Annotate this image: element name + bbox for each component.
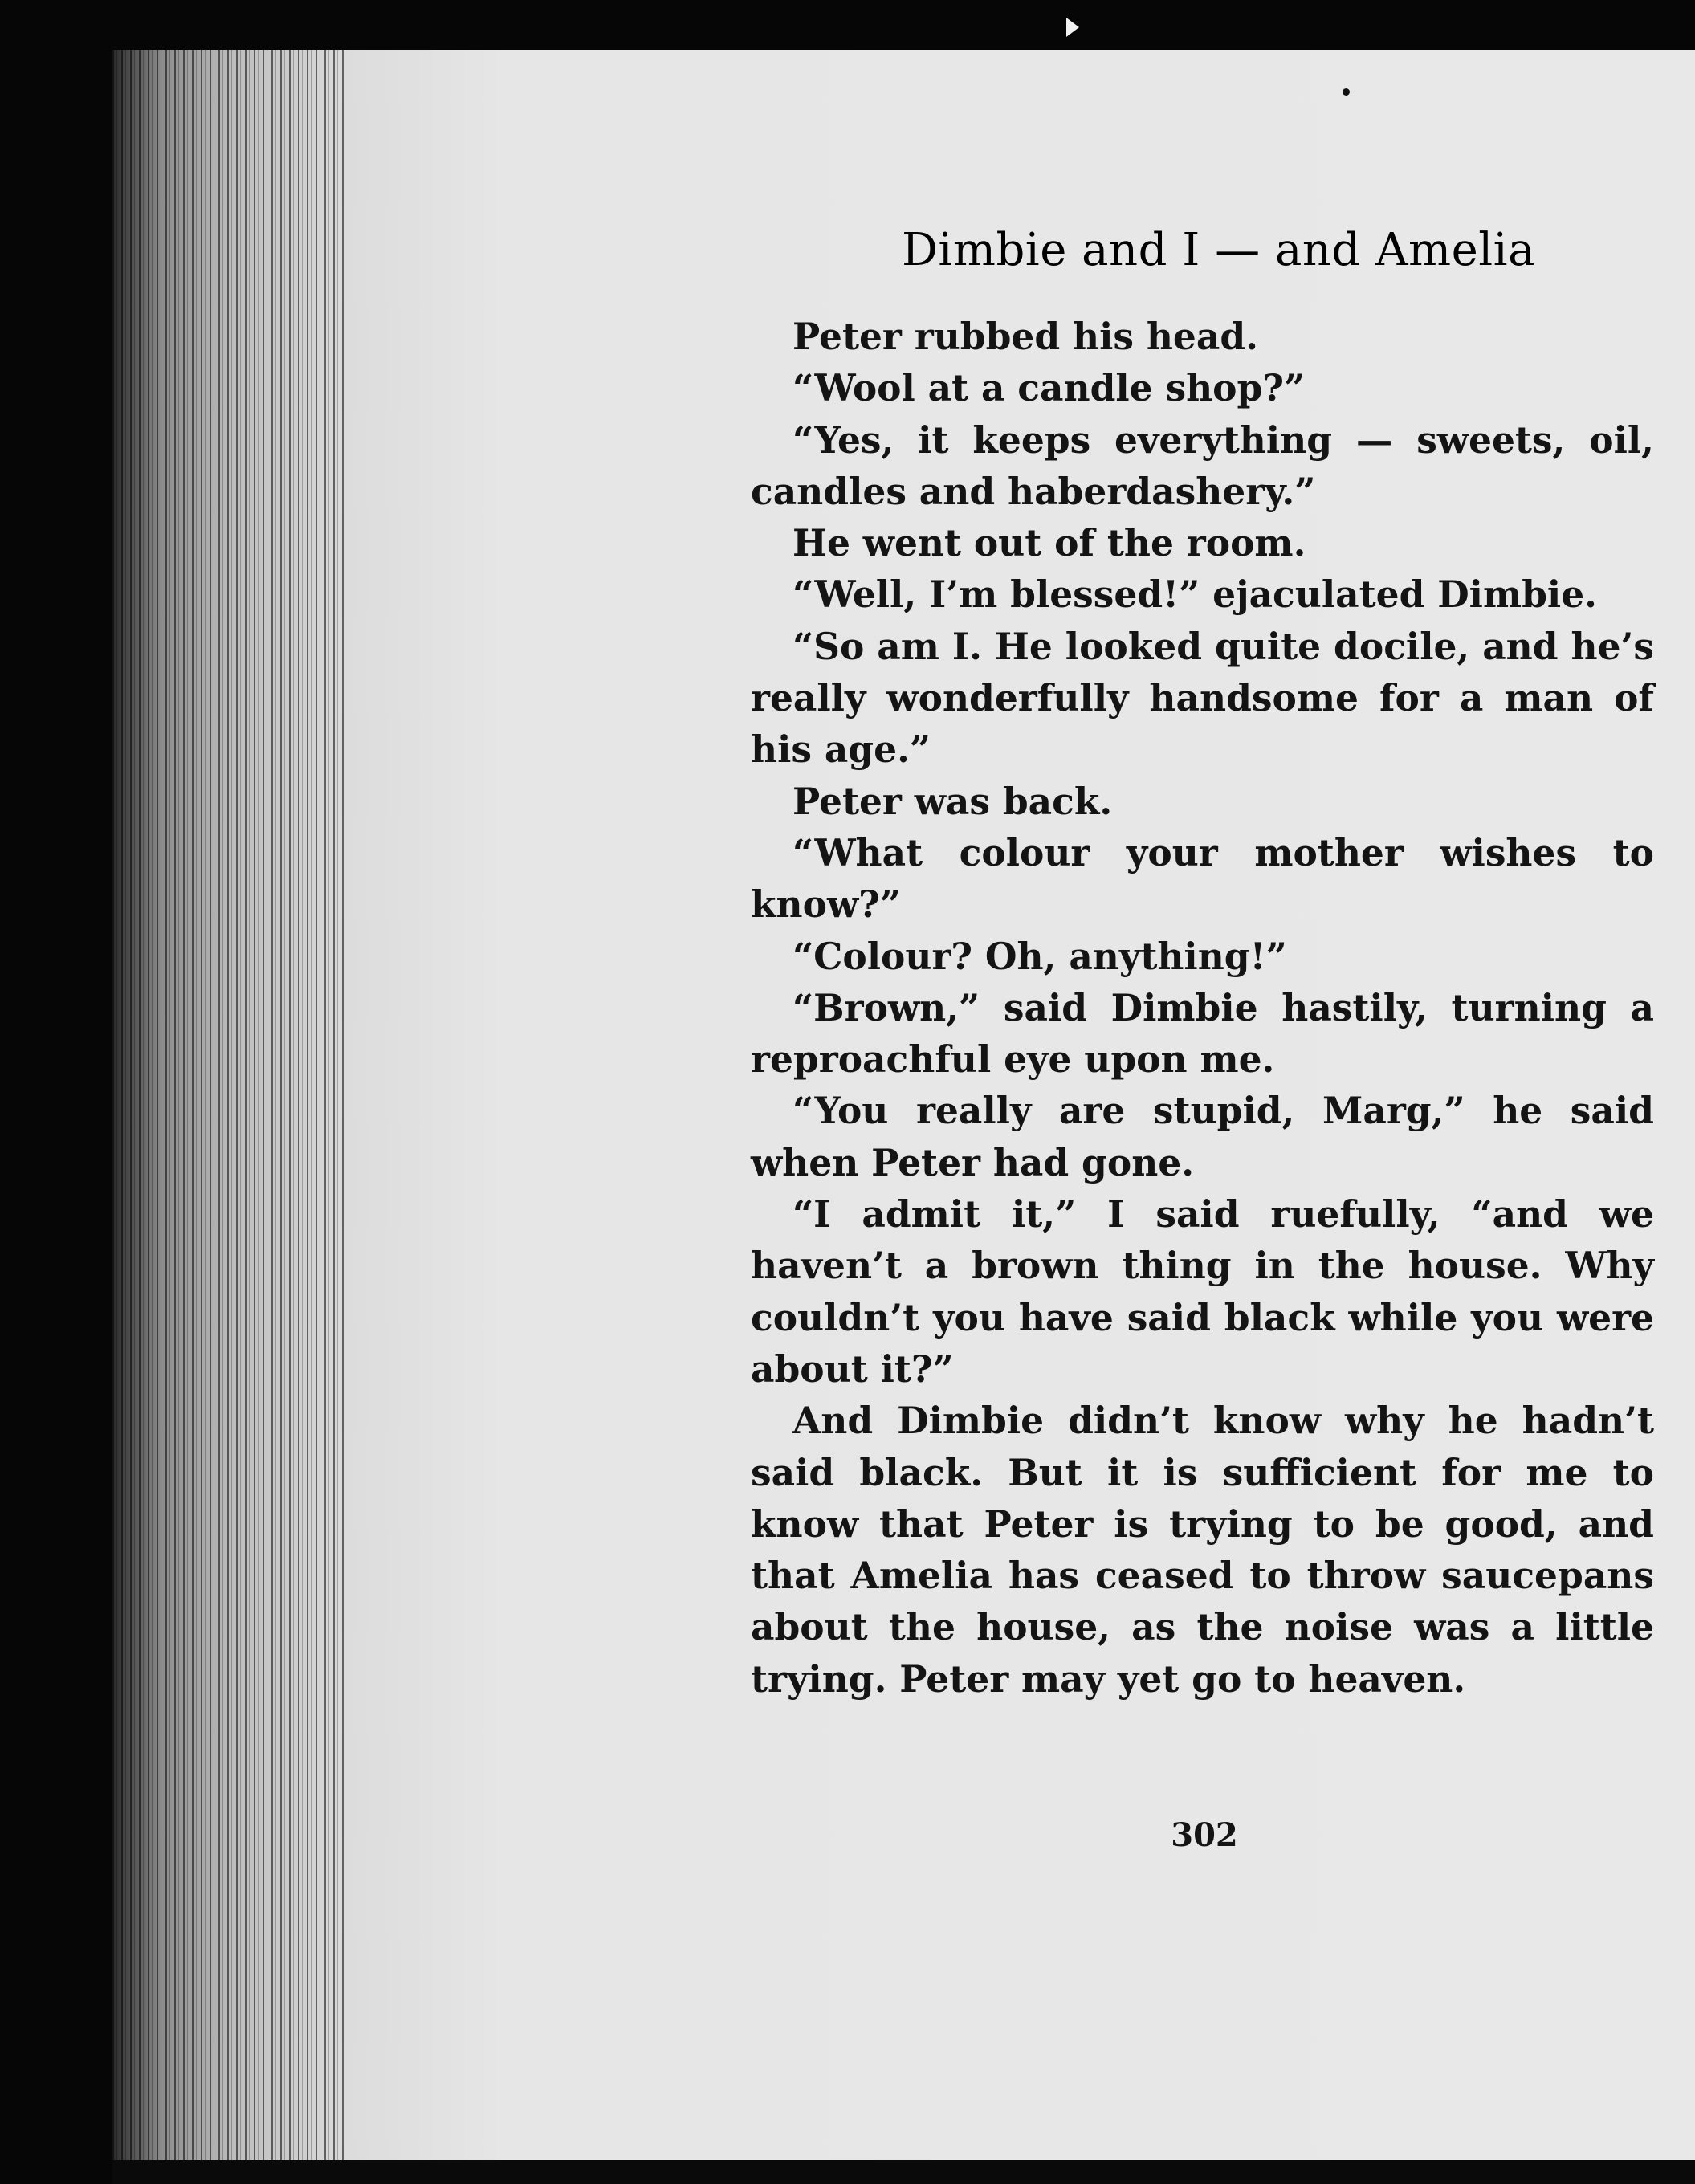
- paragraph: And Dimbie didn’t know why he hadn’t said black. But it is sufficient for me to know that Peter is trying to be good, and that Amelia has ceased to throw saucepans about the house, as the noise was a little trying. Peter may yet go to heaven.: [751, 1399, 1654, 1701]
- scan-marker-triangle: [1066, 18, 1079, 37]
- paragraph: Peter rubbed his head.: [792, 315, 1258, 358]
- paragraph: “I admit it,” I said ruefully, “and we haven’t a brown thing in the house. Why couldn’t you have said black while you were about it?”: [751, 1192, 1654, 1391]
- paragraph: “Colour? Oh, anything!”: [792, 934, 1287, 978]
- running-head: Dimbie and I — and Amelia: [902, 224, 1535, 276]
- paragraph: “Well, I’m blessed!” ejaculated Dimbie.: [792, 572, 1597, 617]
- paragraph: He went out of the room.: [792, 521, 1306, 565]
- paragraph: “Brown,” said Dimbie hastily, turning a reproachful eye upon me.: [751, 985, 1654, 1082]
- paragraph: “Wool at a candle shop?”: [792, 366, 1306, 410]
- ink-dot: [1343, 88, 1350, 96]
- paragraph: “You really are stupid, Marg,” he said when Peter had gone.: [751, 1089, 1654, 1184]
- body-text: [751, 311, 1654, 1705]
- paragraph: “So am I. He looked quite docile, and he’s really wonderfully handsome for a man of his age.”: [751, 624, 1654, 772]
- page-number: 302: [1171, 1816, 1238, 1854]
- paragraph: “Yes, it keeps everything — sweets, oil, candles and haberdashery.”: [751, 418, 1654, 513]
- bottom-shadow: [112, 2160, 1695, 2184]
- paragraph: Peter was back.: [792, 779, 1113, 823]
- paragraph: “What colour your mother wishes to know?”: [751, 830, 1654, 927]
